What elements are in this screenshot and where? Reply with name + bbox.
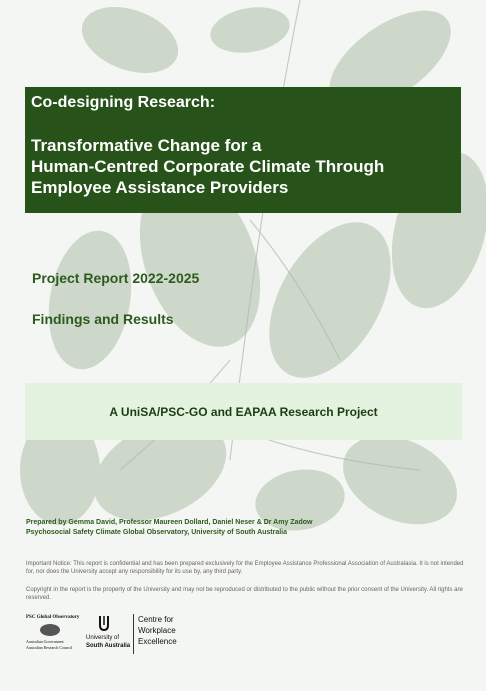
cwe-text-3: Excellence: [138, 637, 177, 646]
prepared-by: Prepared by Gemma David, Professor Maureen Dollard, Daniel Neser & Dr Amy Zadow: [26, 519, 313, 526]
title-block: [25, 87, 461, 213]
unisa-text-1: University of: [86, 635, 120, 641]
unisa-emblem-icon: [97, 614, 111, 632]
findings-heading: Findings and Results: [32, 311, 174, 327]
report-period: Project Report 2022-2025: [32, 270, 200, 286]
logo-divider: [133, 614, 134, 654]
coat-of-arms-icon: [38, 623, 62, 637]
copyright-notice: Copyright in the report is the property of the University and may not be reproduced or distributed to the public without the prior consent of the University. All rights are reserved.: [26, 587, 463, 601]
title-line-4: Employee Assistance Providers: [31, 178, 289, 197]
important-notice: Important Notice: This report is confidential and has been prepared exclusively for the Employee Assistance Professional Association of Australasia. It is not intended for, nor does the University accept any responsibility for its use by, any third party.: [26, 561, 464, 575]
gov-logo-text-1: Australian Government: [26, 639, 64, 644]
title-line-1: Co-designing Research:: [31, 94, 216, 111]
title-line-3: Human-Centred Corporate Climate Through: [31, 157, 385, 176]
cwe-text-1: Centre for: [138, 615, 174, 624]
banner-text: A UniSA/PSC-GO and EAPAA Research Project: [109, 404, 378, 419]
unisa-text-2: South Australia: [86, 643, 131, 649]
authors-block: [26, 518, 466, 538]
logos-row: [26, 612, 246, 662]
psc-logo-text: PSC Global Observatory: [26, 615, 80, 620]
title-line-2: Transformative Change for a: [31, 136, 262, 155]
project-banner: [25, 383, 462, 440]
cwe-text-2: Workplace: [138, 626, 176, 635]
gov-logo-text-2: Australian Research Council: [26, 645, 72, 650]
affiliation: Psychosocial Safety Climate Global Observatory, University of South Australia: [26, 529, 288, 536]
